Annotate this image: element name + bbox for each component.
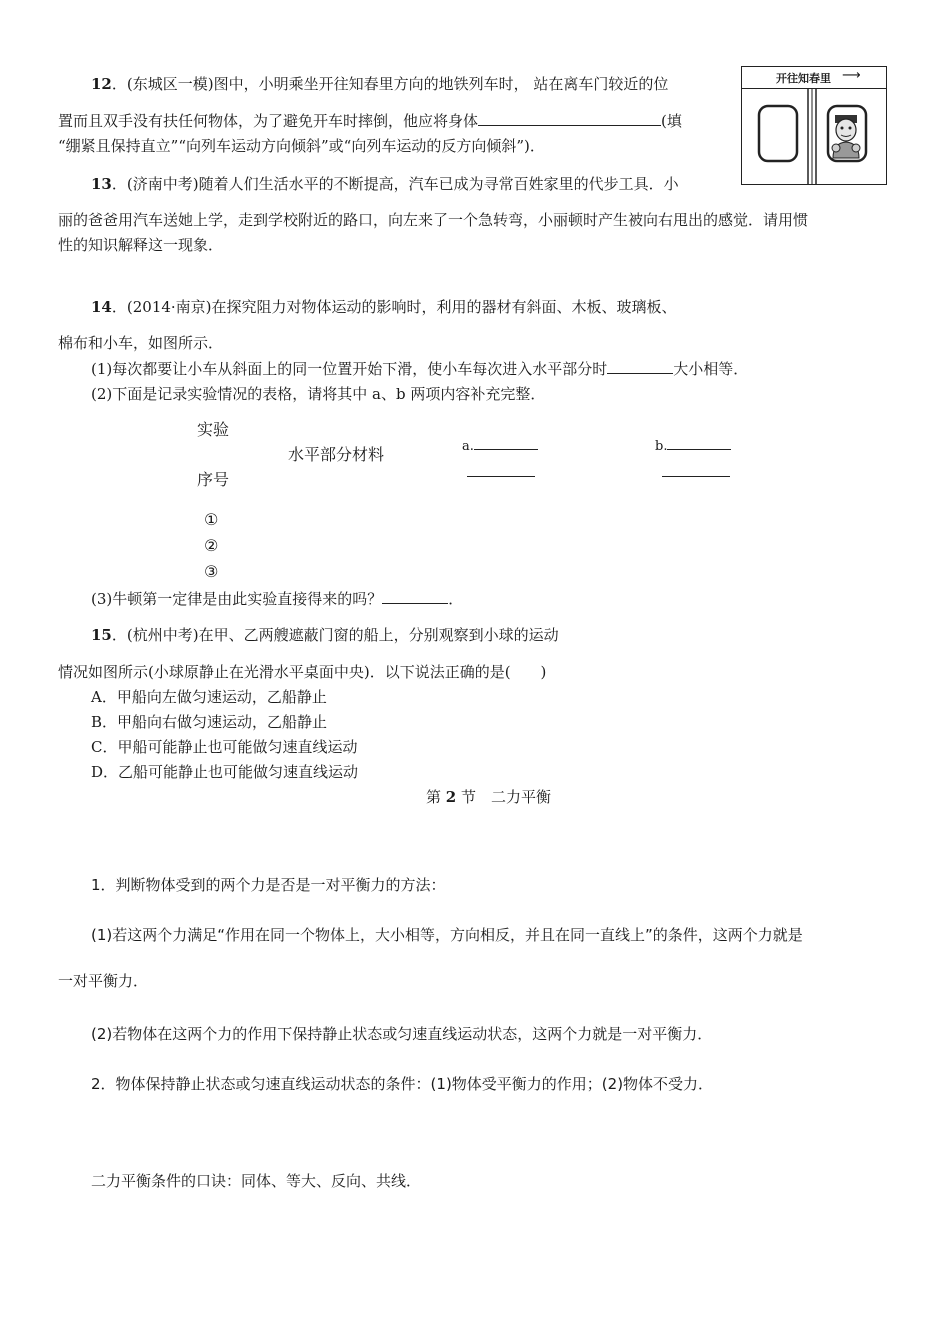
- table-row-2: ②: [204, 536, 219, 555]
- subway-door-drawing: [741, 88, 887, 185]
- note-1: 1．判断物体受到的两个力是否是一对平衡力的方法：: [91, 876, 446, 894]
- table-row-1: ①: [204, 510, 219, 529]
- q15-line2: 情况如图所示(小球原静止在光滑水平桌面中央)．以下说法正确的是( ): [58, 663, 547, 681]
- q14-sub3: (3)牛顿第一定律是由此实验直接得来的吗？ ．: [91, 590, 464, 608]
- q12-line3: “绷紧且保持直立”“向列车运动方向倾斜”或“向列车运动的反方向倾斜”)．: [58, 137, 545, 155]
- figure-sign-text: 开往知春里: [776, 72, 831, 85]
- section-heading: 第 2 节 二力平衡: [426, 788, 552, 806]
- table-a-blank1[interactable]: [474, 438, 538, 450]
- q14-line2: 棉布和小车，如图所示．: [58, 334, 224, 352]
- q13-line1: 13．(济南中考)随着人们生活水平的不断提高，汽车已成为寻常百姓家里的代步工具．小: [91, 175, 679, 193]
- q15-option-a[interactable]: A．甲船向左做匀速运动，乙船静止: [91, 688, 327, 706]
- note-2b: 一对平衡力．: [58, 972, 149, 990]
- q15-option-b[interactable]: B．甲船向右做匀速运动，乙船静止: [91, 713, 328, 731]
- table-b-blank1[interactable]: [667, 438, 731, 450]
- q13-line2: 丽的爸爸用汽车送她上学，走到学校附近的路口，向左来了一个急转弯，小丽顿时产生被向右甩出的感觉．请用惯: [58, 211, 809, 229]
- q13-line3: 性的知识解释这一现象．: [58, 236, 224, 254]
- q14-sub2: (2)下面是记录实验情况的表格，请将其中 a、b 两项内容补充完整．: [91, 385, 546, 403]
- figure-sign-bar: [742, 67, 886, 89]
- q14-line1: 14．(2014·南京)在探究阻力对物体运动的影响时，利用的器材有斜面、木板、玻璃板、: [91, 298, 677, 316]
- q14-sub3-blank[interactable]: [382, 589, 448, 604]
- note-3: (2)若物体在这两个力的作用下保持静止状态或匀速直线运动状态，这两个力就是一对平衡力．: [91, 1025, 713, 1043]
- q12-answer-blank[interactable]: [478, 111, 661, 126]
- q15-line1: 15．(杭州中考)在甲、乙两艘遮蔽门窗的船上，分别观察到小球的运动: [91, 626, 559, 644]
- note-4: 2．物体保持静止状态或匀速直线运动状态的条件：(1)物体受平衡力的作用；(2)物体不受力．: [91, 1075, 714, 1093]
- arrow-right-icon: ⟶: [842, 68, 861, 83]
- table-a-blank2[interactable]: [467, 465, 535, 477]
- table-b-blank2-wrap: [662, 462, 730, 482]
- q15-option-c[interactable]: C．甲船可能静止也可能做匀速直线运动: [91, 738, 358, 756]
- table-header-a: a.: [462, 437, 538, 457]
- q15-option-d[interactable]: D．乙船可能静止也可能做匀速直线运动: [91, 763, 359, 781]
- note-2a: (1)若这两个力满足“作用在同一个物体上，大小相等，方向相反，并且在同一直线上”的条件，这两个力就是: [91, 926, 803, 944]
- table-b-blank2[interactable]: [662, 465, 730, 477]
- subway-door-figure: [741, 66, 887, 185]
- q14-sub1-blank[interactable]: [607, 359, 673, 374]
- q12-line1: 12．(东城区一模)图中，小明乘坐开往知春里方向的地铁列车时， 站在离车门较近的位: [91, 75, 669, 93]
- table-header-exp: 实验: [197, 420, 230, 439]
- q14-sub1: (1)每次都要让小车从斜面上的同一位置开始下滑，使小车每次进入水平部分时 大小相等．: [91, 360, 749, 378]
- table-row-3: ③: [204, 562, 219, 581]
- q12-line2: 置而且双手没有扶任何物体，为了避免开车时摔倒，他应将身体 (填: [58, 112, 682, 130]
- table-header-b: b.: [655, 437, 731, 457]
- table-header-seq: 序号: [197, 470, 230, 489]
- table-header-material: 水平部分材料: [288, 445, 385, 464]
- table-a-blank2-wrap: [467, 462, 535, 482]
- note-5: 二力平衡条件的口诀：同体、等大、反向、共线．: [91, 1172, 422, 1190]
